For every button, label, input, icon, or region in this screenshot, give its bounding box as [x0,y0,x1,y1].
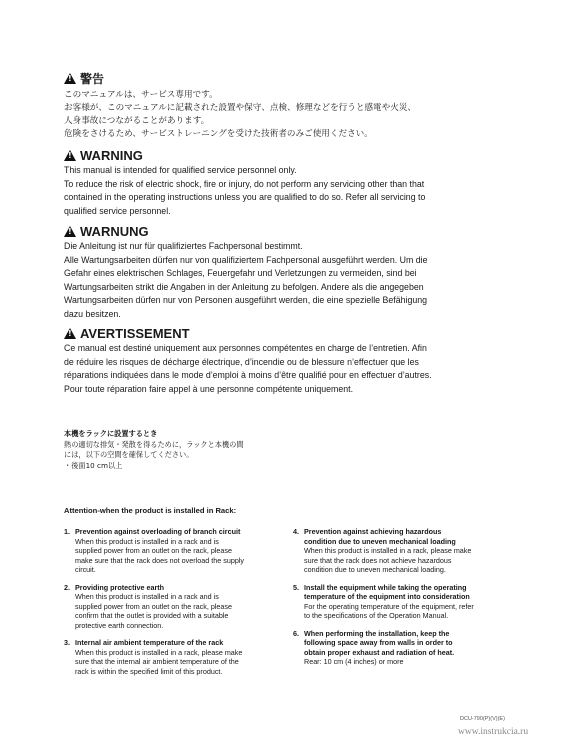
document-code: DCU-790(P)(V)(E) [460,716,505,722]
text-line: dazu besitzen. [64,308,121,319]
de-warning-text [64,240,524,321]
text-line: This manual is intended for qualified service personnel only. [64,165,297,175]
item-title: Providing protective earth [75,582,165,592]
rack-items-right-column [293,527,511,675]
text-line: Alle Wartungsarbeiten dürfen nur von qualifiziertem Fachpersonal ausgeführt werden. Um die [64,254,428,265]
item-title: Prevention against overloading of branch circuit [75,527,241,536]
text-line: de réduire les risques de décharge électrique, d’incendie ou de blessure n’effectuer que les [64,356,419,367]
rack-jp-title: 本機をラックに設置するとき [64,429,158,438]
watermark: www.instrukcia.ru [458,727,529,737]
text-line: Wartungsarbeiten dürfen nur von Personen ausgeführt werden, die eine spezielle Befähigung [64,295,428,305]
item-title: Internal air ambient temperature of the rack [75,638,224,647]
list-item [64,527,282,575]
jp-warning-title: 警告 [80,72,105,86]
de-warning-heading [64,224,524,239]
text-line: Die Anleitung ist nur für qualifiziertes Fachpersonal bestimmt. [64,241,303,251]
warning-triangle-icon [64,328,76,339]
text-line: 人身事故につながることがあります。 [64,116,210,126]
text-line: supplied power from an outlet on the rack, please [75,546,233,555]
text-line: When this product is installed in a rack and is [75,536,219,546]
de-warning-section [64,224,524,321]
item-number: 2. [64,582,70,592]
text-line: When this product is installed in a rack and is [75,592,219,601]
fr-warning-title: AVERTISSEMENT [80,326,190,341]
text-line: to the specifications of the Operation Manual. [304,611,449,620]
item-number: 5. [293,582,299,592]
en-warning-section [64,148,524,218]
en-warning-text [64,164,524,218]
text-line: confirm that the outlet is provided with a suitable [75,611,229,620]
text-line: Gefahr eines elektrischen Schlages, Feuergefahr und Verletzungen zu vermeiden, sind bei [64,268,417,278]
fr-warning-text [64,342,524,396]
item-title: obtain proper exhaust and radiation of heat. [304,647,455,657]
text-line: Wartungsarbeiten strikt die Angaben in der Anleitung zu befolgen. Andere als die angegeben [64,281,424,292]
jp-warning-heading [64,70,524,87]
text-line: qualified service personnel. [64,205,171,216]
text-line: 熱の適切な排気・発散を得るために，ラックと本機の間 [64,439,244,449]
item-title: Prevention against achieving hazardous [304,527,442,536]
rack-jp-note [64,429,244,471]
item-title: Install the equipment while taking the operating [304,582,467,592]
item-title: temperature of the equipment into consideration [304,592,470,601]
text-line: お客様が、このマニュアルに記載された設置や保守、点検、修理などを行うと感電や火災、 [64,103,417,113]
text-line: When this product is installed in a rack, please make [304,546,472,555]
rack-items-left-column [64,527,282,684]
text-line: sure that the internal air ambient temperature of the [75,657,239,666]
text-line: For the operating temperature of the equipment, refer [304,601,474,611]
jp-warning-section [64,70,524,141]
rack-attention-heading: Attention-when the product is installed in Rack: [64,506,237,515]
text-line: ・後面10 cm以上 [64,460,123,470]
text-line: protective earth connection. [75,620,164,630]
fr-warning-heading [64,326,524,341]
item-title: following space away from walls in order to [304,638,453,647]
item-number: 3. [64,638,70,647]
text-line: supplied power from an outlet on the rack, please [75,601,233,611]
text-line: には，以下の空間を確保してください。 [64,450,194,459]
text-line: rack is within the specified limit of this product. [75,666,223,676]
list-item [293,583,511,621]
text-line: このマニュアルは、サービス専用です。 [64,90,218,100]
text-line: condition due to uneven mechanical loading. [304,565,446,574]
text-line: circuit. [75,565,96,574]
list-item [64,638,282,676]
de-warning-title: WARNUNG [80,224,149,239]
list-item [64,583,282,631]
text-line: Ce manual est destiné uniquement aux personnes compétentes en charge de l’entretien. Afin [64,343,427,353]
list-item [293,527,511,575]
item-title: condition due to uneven mechanical loading [304,536,456,546]
warning-triangle-icon [64,150,76,161]
item-number: 4. [293,527,299,536]
fr-warning-section [64,326,524,396]
text-line: réparations indiquées dans le mode d’emploi à moins d’être qualifié pour en effectuer d’autres. [64,370,432,380]
list-item [293,629,511,667]
jp-warning-text [64,89,524,141]
text-line: When this product is installed in a rack, please make [75,647,243,657]
text-line: To reduce the risk of electric shock, fire or injury, do not perform any servicing other than that [64,178,425,189]
item-title: When performing the installation, keep the [304,628,450,638]
warning-triangle-icon [64,73,76,84]
en-warning-heading [64,148,524,163]
warning-triangle-icon [64,226,76,237]
text-line: make sure that the rack does not overload the supply [75,555,245,565]
text-line: Pour toute réparation faire appel à une personne compétente uniquement. [64,383,354,394]
text-line: 危険をさけるため、サービストレーニングを受けた技術者のみご使用ください。 [64,129,373,139]
text-line: Rear: 10 cm (4 inches) or more [304,657,404,666]
item-number: 6. [293,628,299,638]
text-line: contained in the operating instructions unless you are qualified to do so. Refer all servicing to [64,192,426,202]
en-warning-title: WARNING [80,148,143,163]
item-number: 1. [64,527,70,536]
text-line: sure that the rack does not achieve hazardous [304,555,452,565]
